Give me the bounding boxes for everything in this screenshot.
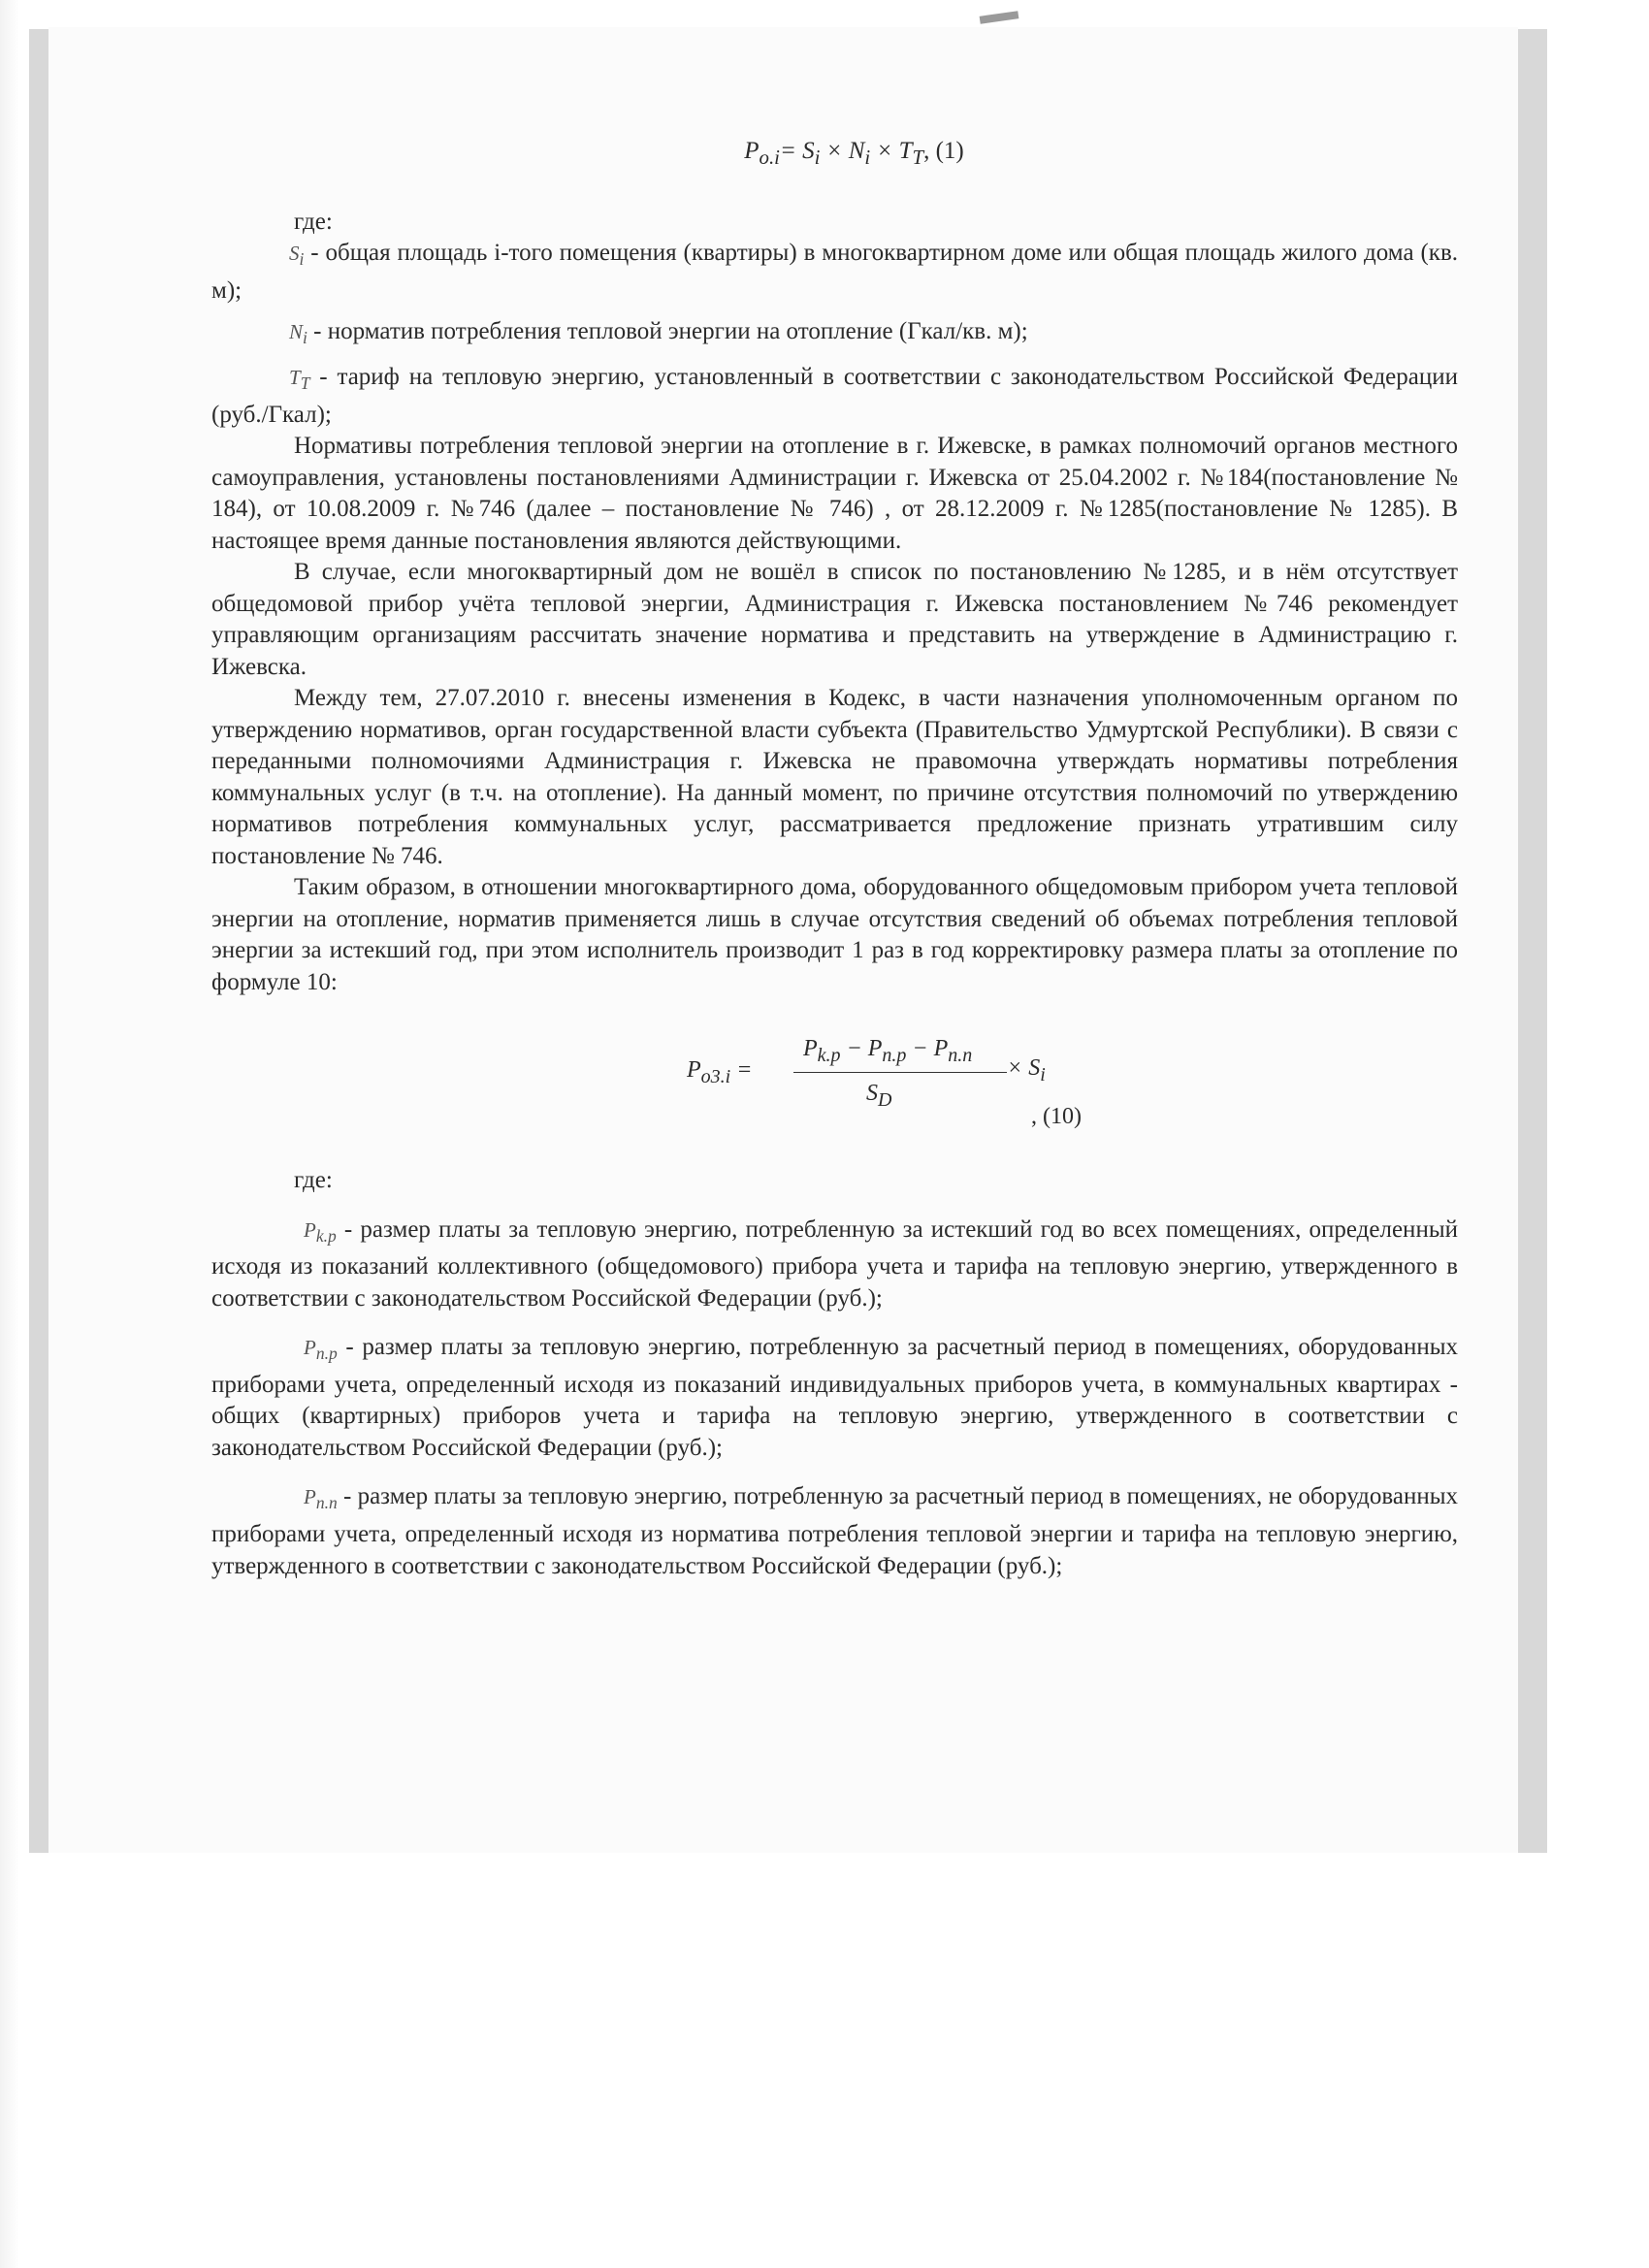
paragraph-normatives: Нормативы потребления тепловой энергии на отопление в г. Ижевске, в рамках полномочий органов местного самоуправления, установлены постановлениями Администрации г. Ижевска от 25.04.2002 г. №184(постановление № 184), от 10.08.2009 г. №746 (далее – постановление № 746) , от 28.12.2009 г. №1285(постановление № 1285). В настоящее время данные постановления являются действующими. <box>211 433 1458 554</box>
definition-pnn: $P_{n.n}$ - размер платы за тепловую энергию, потребленную за расчетный период в помещениях, не оборудованных приборами учета, определенный исходя из норматива потребления тепловой энергии и тарифа на тепловую энергию, утвержденного в соответствии с законодательством Российской Федерации (руб.); <box>211 1483 1458 1579</box>
formula-1: $P_{o.i}= S_i \times N_i \times T_T$, (1) <box>744 138 964 169</box>
definition-pkp: $P_{k.p}$ - размер платы за тепловую энергию, потребленную за истекший год во всех помещениях, определенный исходя из показаний коллективного (общедомового) прибора учета и тарифа на тепловую энергию, утвержденного в соответствии с законодательством Российской Федерации (руб.); <box>211 1215 1458 1312</box>
definition-pnp: $P_{n.p}$ - размер платы за тепловую энергию, потребленную за расчетный период в помещениях, оборудованных приборами учета, определенный исходя из показаний индивидуальных приборов учета, в коммунальных квартирах - общих (квартирных) приборов учета и тарифа на тепловую энергию, утвержденного в соответствии с законодательством Российской Федерации (руб.); <box>211 1334 1458 1461</box>
symbol-pkp: $P_{k.p}$ <box>304 1217 337 1246</box>
scan-mark <box>980 11 1019 23</box>
fraction-bar <box>793 1072 1007 1073</box>
symbol-pnp: $P_{n.p}$ <box>304 1336 338 1364</box>
paragraph-case: В случае, если многоквартирный дом не вошёл в список по постановлению №1285, и в нём отсутствует общедомовой прибор учёта тепловой энергии, Администрация г. Ижевска постановлением №746 рекомендует управляющим организациям рассчитать значение норматива и представить на утверждение в Администрацию г. Ижевска. <box>211 559 1458 680</box>
symbol-s: $S_i$ <box>289 242 305 270</box>
symbol-n: $N_i$ <box>289 320 307 348</box>
symbol-t: $T_T$ <box>289 365 310 394</box>
where-label-2: где: <box>294 1167 333 1194</box>
paragraph-changes: Между тем, 27.07.2010 г. внесены изменения в Кодекс, в части назначения уполномоченным органом по утверждению нормативов, орган государственной власти субъекта (Правительство Удмуртской Республики). В связи с переданными полномочиями Администрация г. Ижевска не правомочна утверждать нормативы потребления коммунальных услуг (в т.ч. на отопление). На данный момент, по причине отсутствия полномочий по утверждению нормативов потребления коммунальных услуг, рассматривается предложение признать утратившим силу постановление № 746. <box>211 685 1458 869</box>
symbol-pnn: $P_{n.n}$ <box>304 1485 338 1513</box>
scan-edge <box>0 0 19 2268</box>
formula-1-number: , (1) <box>923 138 964 164</box>
where-label-1: где: <box>294 208 333 235</box>
formula-10-number: , (10) <box>1031 1104 1082 1130</box>
definition-n: $N_i$ - норматив потребления тепловой энергии на отопление (Гкал/кв. м); <box>211 316 1458 354</box>
definition-s: $S_i$ - общая площадь i-того помещения (квартиры) в многоквартирном доме или общая площадь жилого дома (кв. м); <box>211 240 1458 304</box>
document-body <box>211 136 1458 1582</box>
formula-10-numerator: $P_{k.p} - P_{n.p} - P_{n.n}$ <box>803 1036 973 1066</box>
formula-10-lhs: $P_{o3.i}$ = <box>687 1057 753 1087</box>
formula-10 <box>211 1020 1458 1155</box>
definition-t: $T_T$ - тариф на тепловую энергию, установленный в соответствии с законодательством Российской Федерации (руб./Гкал); <box>211 363 1458 428</box>
formula-10-denominator: $S_D$ <box>866 1081 892 1111</box>
formula-10-multiplier: × $S_i$ <box>1007 1055 1046 1085</box>
paragraph-conclusion: Таким образом, в отношении многоквартирного дома, оборудованного общедомовым прибором учета тепловой энергии на отопление, норматив применяется лишь в случае отсутствия сведений об объемах потребления тепловой энергии за истекший год, при этом исполнитель производит 1 раз в год корректировку размера платы за отопление по формуле 10: <box>211 874 1458 995</box>
